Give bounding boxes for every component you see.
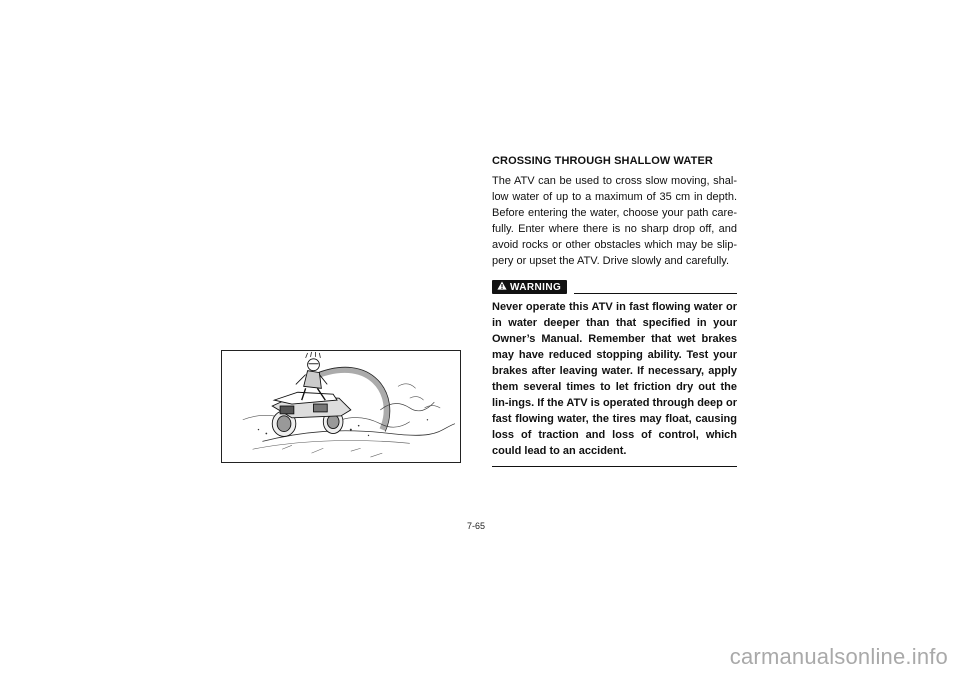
section-heading: CROSSING THROUGH SHALLOW WATER [492, 155, 713, 167]
page-number: 7-65 [467, 521, 486, 531]
warning-end-rule [492, 466, 737, 467]
warning-triangle-icon [497, 281, 507, 293]
warning-text: Never operate this ATV in fast flowing water or in water deeper than that specified in your Owner’s Manual. Remember that wet brakes may have reduced stopping ability. Test your brakes after leaving water. If necessary, apply them several times to let friction dry out the lin-ings. If the ATV is operated through deep or fast flowing water, the tires may float, causing loss of traction and loss of control, which could lead to an accident. [492, 301, 737, 457]
footer-watermark: carmanualsonline.info [729, 644, 948, 669]
warning-badge [492, 280, 567, 294]
text-column [492, 154, 737, 467]
warning-rule [574, 293, 737, 294]
warning-label: WARNING [510, 281, 562, 293]
atv-water-crossing-illustration [221, 350, 461, 463]
section-body: The ATV can be used to cross slow moving, shal-low water of up to a maximum of 35 cm in depth. Before entering the water, choose your path care-fully. Enter where there is no sharp drop off, and avoid rocks or other obstacles which may be slip-pery or upset the ATV. Drive slowly and carefully. [492, 175, 737, 267]
warning-header [492, 279, 737, 294]
